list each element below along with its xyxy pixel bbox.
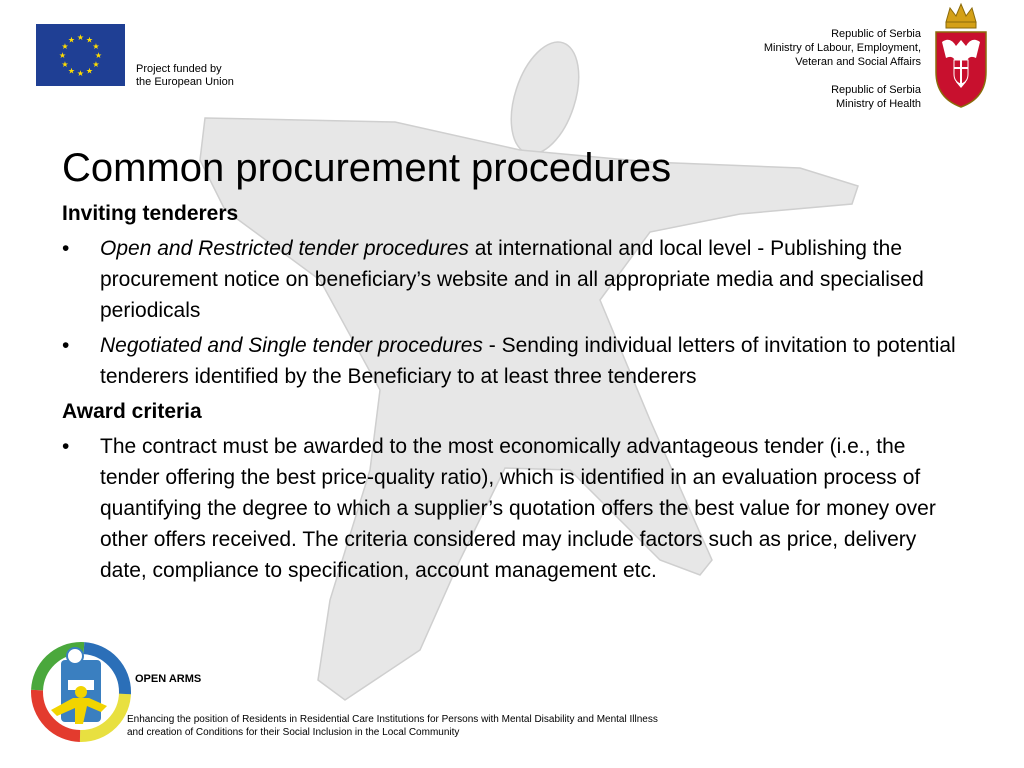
bullet-negotiated-single-text: - Sending individual letters of invitation to potential tenderers identified by the Beneficiary to at least three tenderers — [100, 334, 956, 388]
bullet-negotiated-single — [62, 330, 967, 392]
svg-text:★: ★ — [76, 33, 85, 42]
svg-text:★: ★ — [67, 35, 76, 45]
svg-text:★: ★ — [76, 69, 85, 78]
bullet-open-restricted-text: at international and local level - Publishing the procurement notice on beneficiary’s website and in all appropriate media and specialised periodicals — [100, 237, 924, 322]
open-arms-logo-icon — [31, 636, 131, 744]
svg-text:★: ★ — [58, 51, 67, 60]
eu-caption-line2: the European Union — [136, 76, 234, 88]
svg-text:★: ★ — [85, 35, 94, 45]
bullet-dot: • — [62, 334, 70, 357]
bullet-negotiated-single-emphasis: Negotiated and Single tender procedures — [100, 334, 483, 357]
slide-title: Common procurement procedures — [62, 146, 672, 190]
bullet-open-restricted — [62, 233, 967, 326]
svg-text:★: ★ — [94, 51, 103, 60]
eu-flag-icon — [36, 24, 125, 86]
bullet-dot: • — [62, 435, 70, 458]
svg-text:★: ★ — [92, 42, 100, 51]
gov-line-4: Republic of Serbia — [831, 84, 921, 96]
bullet-open-restricted-emphasis: Open and Restricted tender procedures — [100, 237, 469, 260]
bullet-award-criteria-text: The contract must be awarded to the most economically advantageous tender (i.e., the tender offering the best price-quality ratio), which is identified in an evaluation process of quantifying the degree to which a supplier’s quotation offers the best value for money over other offers received. The criteria considered may include factors such as price, delivery date, compliance to specification, account management etc. — [100, 435, 936, 582]
gov-line-1: Republic of Serbia — [831, 28, 921, 40]
government-ministries-text — [764, 27, 921, 111]
serbia-coat-of-arms-icon — [932, 2, 990, 110]
slide-content — [62, 198, 967, 590]
svg-text:★: ★ — [61, 60, 69, 69]
bullet-dot: • — [62, 237, 70, 260]
eu-funding-caption — [136, 63, 234, 89]
section-heading-inviting-tenderers: Inviting tenderers — [62, 202, 239, 225]
footer-description — [127, 713, 658, 739]
gov-line-3: Veteran and Social Affairs — [795, 56, 921, 68]
bullet-award-criteria — [62, 431, 967, 586]
eu-caption-line1: Project funded by — [136, 63, 222, 75]
project-name: OPEN ARMS — [135, 673, 202, 685]
gov-line-5: Ministry of Health — [836, 98, 921, 110]
section-heading-award-criteria: Award criteria — [62, 400, 202, 423]
svg-text:★: ★ — [61, 42, 69, 51]
gov-line-2: Ministry of Labour, Employment, — [763, 42, 921, 54]
svg-text:★: ★ — [92, 60, 100, 69]
svg-text:★: ★ — [67, 66, 76, 76]
footer-line-2: and creation of Conditions for their Social Inclusion in the Local Community — [127, 727, 460, 738]
svg-text:★: ★ — [85, 66, 94, 76]
footer-line-1: Enhancing the position of Residents in Residential Care Institutions for Persons with Mental Disability and Mental Illness — [127, 714, 658, 725]
